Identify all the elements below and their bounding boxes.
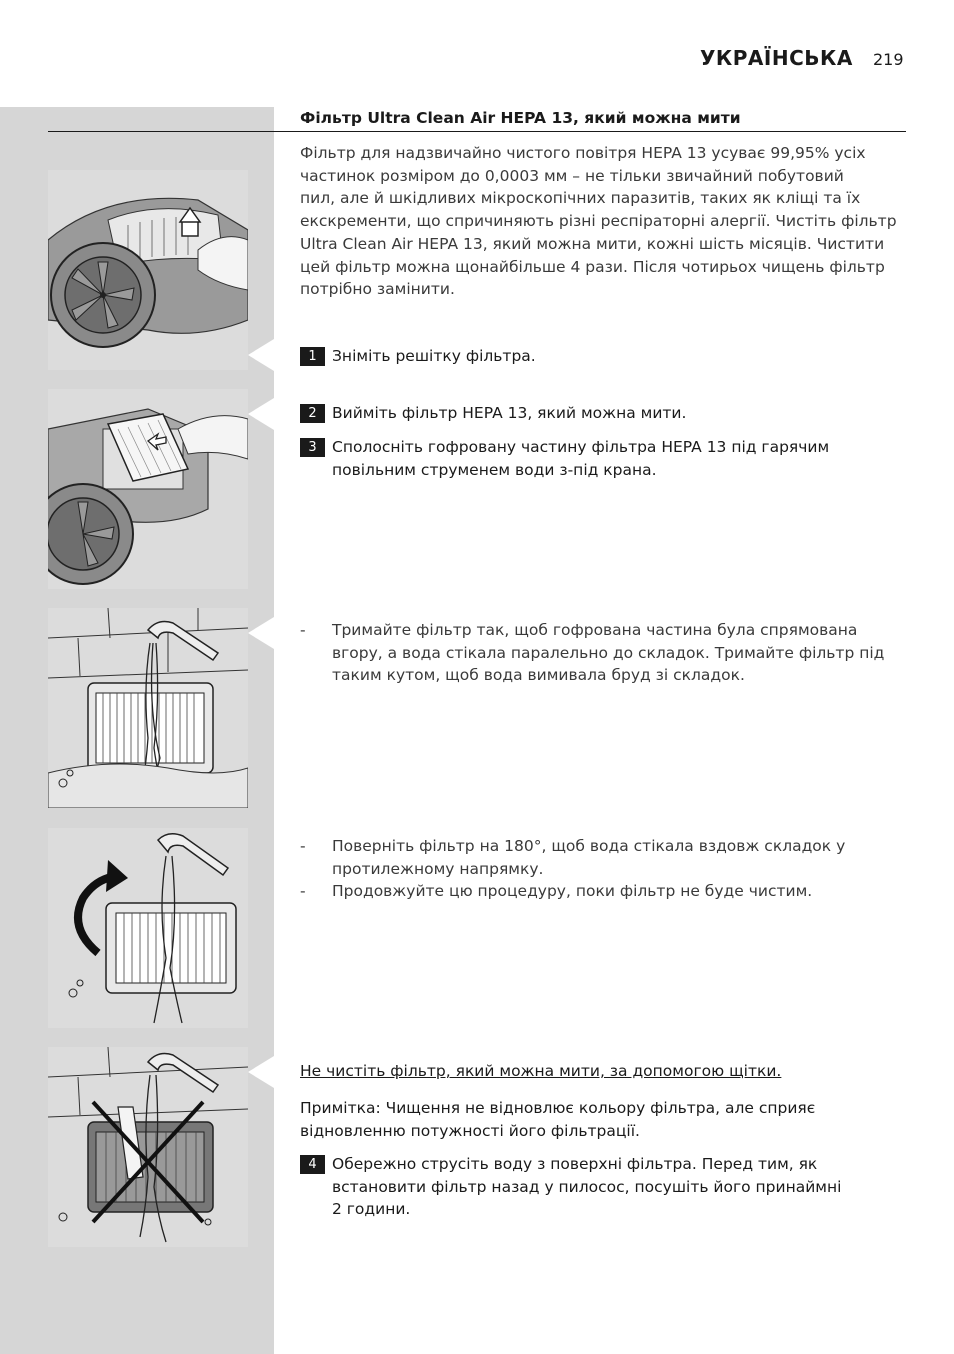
bullet-dash: - <box>300 621 306 639</box>
title-rule <box>48 131 906 132</box>
illustration-pointer <box>248 1056 274 1088</box>
bullet-text: таким кутом, щоб вода вимивала бруд зі складок. <box>332 666 745 685</box>
bullet-text: Тримайте фільтр так, щоб гофрована частина була спрямована <box>332 621 858 639</box>
step-number: 4 <box>300 1155 325 1174</box>
step-text: встановити фільтр назад у пилосос, посушіть його принаймні <box>332 1177 842 1196</box>
step-text: Зніміть решітку фільтра. <box>332 347 536 365</box>
intro-line: екскременти, що спричиняють різні респіраторні алергії. Чистіть фільтр <box>300 212 897 231</box>
illustration-rinse-filter <box>48 608 248 808</box>
bullet-text: вгору, а вода стікала паралельно до складок. Тримайте фільтр під <box>332 643 885 662</box>
step-2 <box>300 402 900 425</box>
warning-text: Не чистіть фільтр, який можна мити, за допомогою щітки. <box>300 1062 782 1080</box>
intro-line: Ultra Clean Air HEPA 13, який можна мити, кожні шість місяців. Чистити <box>300 234 885 253</box>
step-1 <box>300 345 900 368</box>
illustration-no-brush <box>48 1047 248 1247</box>
header-language: УКРАЇНСЬКА <box>700 46 853 70</box>
step-3 <box>300 436 900 481</box>
bullet-text: Поверніть фільтр на 180°, щоб вода стікала вздовж складок у <box>332 837 846 855</box>
step-number: 1 <box>300 347 325 366</box>
step-number: 2 <box>300 404 325 423</box>
intro-paragraph <box>300 142 905 301</box>
step-number: 3 <box>300 438 325 457</box>
intro-line: пил, але й шкідливих мікроскопічних паразитів, таких як кліщі та їх <box>300 189 861 208</box>
intro-line: Фільтр для надзвичайно чистого повітря HEPA 13 усуває 99,95% усіх <box>300 144 866 162</box>
illustration-pointer <box>248 617 274 649</box>
step-text: 2 години. <box>332 1200 411 1219</box>
step-text: Вийміть фільтр HEPA 13, який можна мити. <box>332 404 687 422</box>
bullet-text: Продовжуйте цю процедуру, поки фільтр не буде чистим. <box>332 882 813 900</box>
intro-line: цей фільтр можна щонайбільше 4 рази. Після чотирьох чищень фільтр <box>300 257 885 276</box>
step-4 <box>300 1153 900 1221</box>
bullet-dash: - <box>300 882 306 900</box>
illustration-pointer <box>248 398 274 430</box>
illustration-rotate-filter <box>48 828 248 1028</box>
intro-line: потрібно замінити. <box>300 280 455 299</box>
bullet-item <box>300 835 900 880</box>
intro-line: частинок розміром до 0,0003 мм – не тільки звичайний побутовий <box>300 166 844 185</box>
step-text: Обережно струсіть воду з поверхні фільтра. Перед тим, як <box>332 1155 818 1173</box>
bullet-text: протилежному напрямку. <box>332 859 544 878</box>
section-title: Фільтр Ultra Clean Air HEPA 13, який можна мити <box>300 109 741 127</box>
bullet-dash: - <box>300 837 306 855</box>
illustration-remove-grille <box>48 170 248 370</box>
step-text: Сполосніть гофровану частину фільтра HEPA 13 під гарячим <box>332 438 830 456</box>
bullet-item <box>300 619 900 687</box>
page-number: 219 <box>873 50 904 69</box>
note <box>300 1097 860 1142</box>
note-line: Примітка: Чищення не відновлює кольору фільтра, але сприяє <box>300 1099 816 1117</box>
note-line: відновленню потужності його фільтрації. <box>300 1121 640 1140</box>
bullet-item <box>300 880 900 903</box>
illustration-pointer <box>248 339 274 371</box>
step-text: повільним струменем води з-під крана. <box>332 460 657 479</box>
illustration-remove-filter <box>48 389 248 589</box>
